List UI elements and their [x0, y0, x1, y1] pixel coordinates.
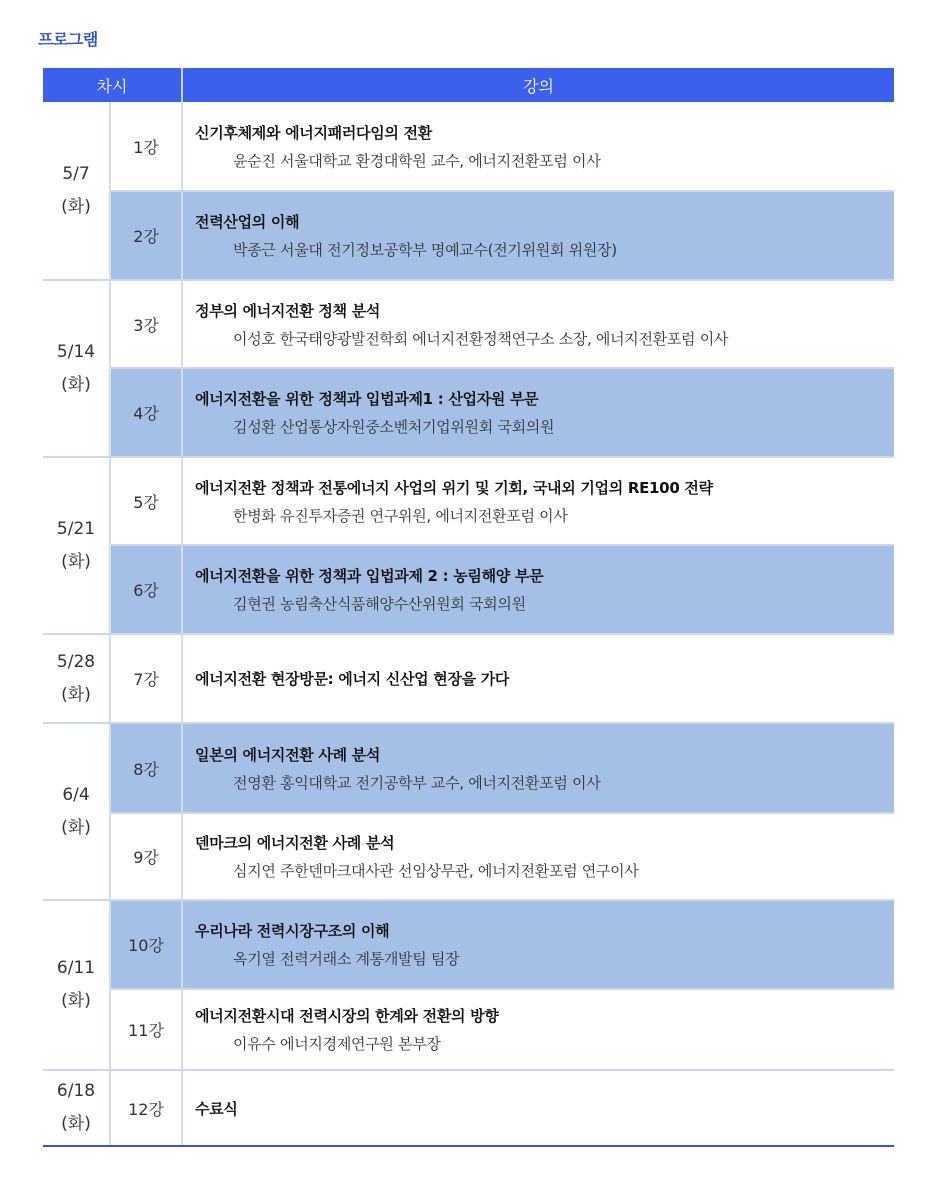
date: 5/7 — [62, 163, 90, 184]
weekday: (화) — [61, 991, 91, 1011]
table-row — [43, 457, 894, 545]
weekday: (화) — [61, 684, 91, 705]
lecture-speaker: 박종근 서울대 전기정보공학부 명예교수(전기위원회 위원장) — [233, 241, 617, 259]
session-number: 11강 — [110, 989, 182, 1070]
table-row — [43, 989, 894, 1070]
lecture-speaker: 전영환 홍익대학교 전기공학부 교수, 에너지전환포럼 이사 — [233, 773, 601, 792]
lecture-speaker: 한병화 유진투자증권 연구위원, 에너지전환포럼 이사 — [233, 506, 568, 525]
date: 6/4 — [62, 784, 90, 805]
table-row — [43, 191, 894, 280]
weekday: (화) — [61, 196, 91, 217]
date-cell — [43, 280, 110, 457]
session-number: 4강 — [110, 368, 182, 457]
lecture-cell — [182, 102, 894, 191]
lecture-speaker: 이유수 에너지경제연구원 본부장 — [233, 1035, 441, 1053]
date-cell — [43, 1070, 110, 1146]
date: 6/11 — [56, 958, 96, 978]
lecture-cell — [182, 457, 894, 545]
table-row — [43, 634, 894, 723]
session-number: 1강 — [110, 102, 182, 191]
lecture-cell — [182, 989, 894, 1070]
lecture-speaker: 김현권 농림축산식품해양수산위원회 국회의원 — [233, 595, 526, 613]
header-lecture: 강의 — [182, 68, 894, 102]
lecture-cell — [182, 368, 894, 457]
date-cell — [43, 457, 110, 634]
lecture-title: 에너지전환 정책과 전통에너지 사업의 위기 및 기회, 국내외 기업의 RE100 전략 — [195, 478, 713, 497]
lecture-title: 일본의 에너지전환 사례 분석 — [195, 745, 381, 764]
lecture-cell — [182, 545, 894, 634]
date: 5/21 — [56, 518, 96, 539]
lecture-cell — [182, 634, 894, 723]
table-row — [43, 900, 894, 989]
date-cell — [43, 634, 110, 723]
lecture-title: 전력산업의 이해 — [195, 213, 300, 231]
lecture-speaker: 이성호 한국태양광발전학회 에너지전환정책연구소 소장, 에너지전환포럼 이사 — [233, 329, 729, 348]
session-number: 9강 — [110, 813, 182, 900]
table-row — [43, 102, 894, 191]
lecture-cell — [182, 723, 894, 813]
weekday: (화) — [61, 551, 91, 572]
session-number: 8강 — [110, 723, 182, 813]
date-cell — [43, 723, 110, 900]
session-number: 10강 — [110, 900, 182, 989]
lecture-cell — [182, 900, 894, 989]
lecture-cell — [182, 191, 894, 280]
table-row — [43, 368, 894, 457]
lecture-title: 정부의 에너지전환 정책 분석 — [195, 301, 381, 320]
lecture-title: 에너지전환시대 전력시장의 한계와 전환의 방향 — [195, 1007, 499, 1025]
lecture-title: 에너지전환을 위한 정책과 입법과제 2 : 농림해양 부문 — [195, 567, 544, 585]
lecture-title: 신기후체제와 에너지패러다임의 전환 — [195, 123, 432, 142]
session-number: 2강 — [110, 191, 182, 280]
weekday: (화) — [61, 1114, 91, 1134]
table-row — [43, 723, 894, 813]
table-row — [43, 545, 894, 634]
header-session: 차시 — [43, 68, 182, 102]
date: 5/28 — [56, 651, 96, 672]
lecture-title: 수료식 — [195, 1099, 238, 1118]
weekday: (화) — [61, 817, 91, 838]
table-row — [43, 813, 894, 900]
lecture-cell — [182, 280, 894, 368]
session-number: 5강 — [110, 457, 182, 545]
lecture-title: 에너지전환 현장방문: 에너지 신산업 현장을 가다 — [195, 670, 510, 688]
session-number: 12강 — [110, 1070, 182, 1146]
session-number: 6강 — [110, 545, 182, 634]
section-title: 프로그램 — [38, 30, 98, 49]
date: 6/18 — [56, 1081, 96, 1101]
table-header-row — [43, 68, 894, 102]
lecture-title: 우리나라 전력시장구조의 이해 — [195, 922, 390, 940]
lecture-cell — [182, 1070, 894, 1146]
date-cell — [43, 102, 110, 280]
date-cell — [43, 900, 110, 1070]
session-number: 7강 — [110, 634, 182, 723]
lecture-speaker: 심지연 주한덴마크대사관 선임상무관, 에너지전환포럼 연구이사 — [233, 862, 639, 880]
session-number: 3강 — [110, 280, 182, 368]
lecture-cell — [182, 813, 894, 900]
weekday: (화) — [61, 374, 91, 395]
date: 5/14 — [56, 341, 96, 362]
lecture-title: 덴마크의 에너지전환 사례 분석 — [195, 834, 395, 852]
table-row — [43, 1070, 894, 1146]
table-row — [43, 280, 894, 368]
program-table — [43, 68, 894, 1147]
lecture-speaker: 윤순진 서울대학교 환경대학원 교수, 에너지전환포럼 이사 — [233, 151, 601, 170]
lecture-title: 에너지전환을 위한 정책과 입법과제1 : 산업자원 부문 — [195, 390, 539, 408]
lecture-speaker: 김성환 산업통상자원중소벤처기업위원회 국회의원 — [233, 418, 555, 436]
lecture-speaker: 옥기열 전력거래소 계통개발팀 팀장 — [233, 950, 460, 968]
